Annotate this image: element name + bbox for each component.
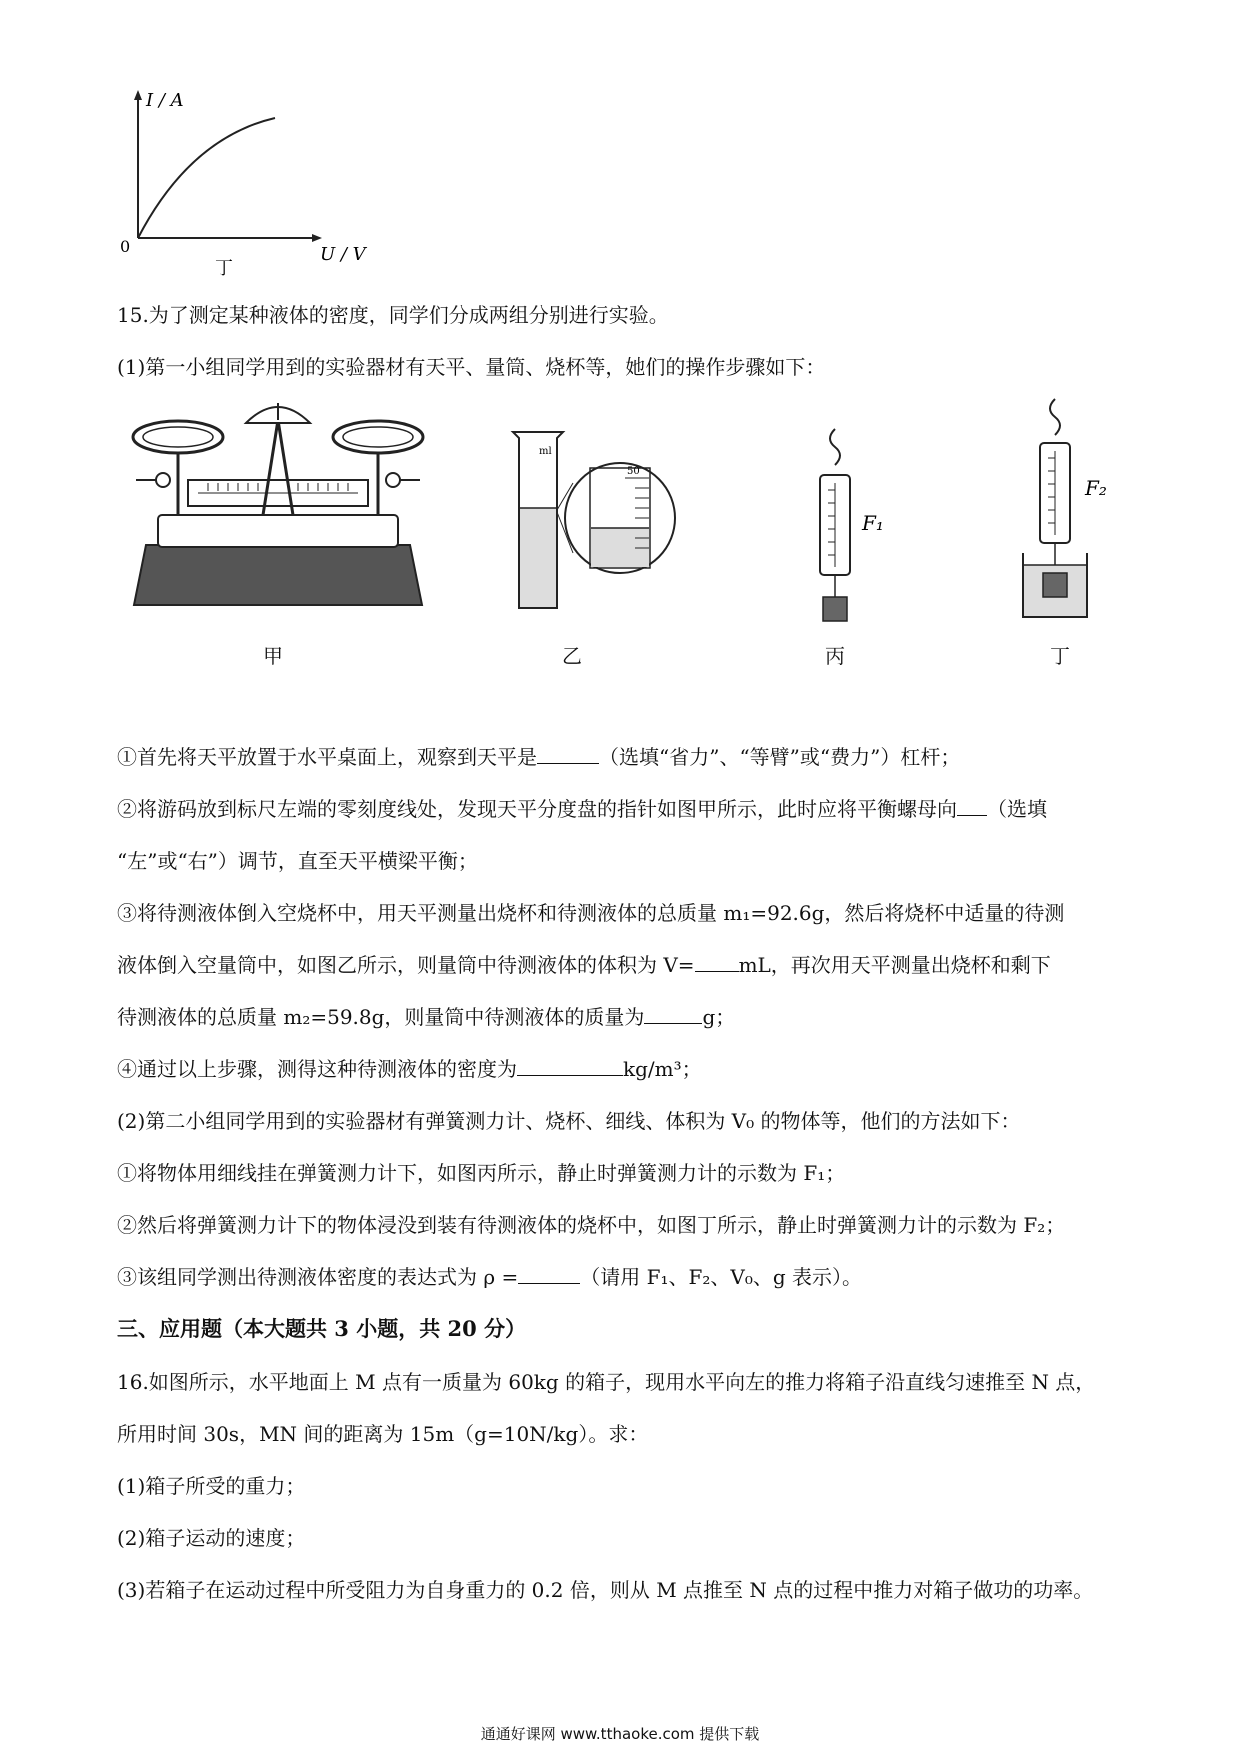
q15-intro: 15.为了测定某种液体的密度，同学们分成两组分别进行实验。 [117, 303, 669, 327]
q16-line2: 所用时间 30s，MN 间的距离为 15m（g=10N/kg）。求： [117, 1422, 649, 1446]
f2-label: F₂ [1085, 476, 1107, 500]
q15-part2-intro: (2)第二小组同学用到的实验器材有弹簧测力计、烧杯、细线、体积为 V₀ 的物体等，他们的方法如下： [117, 1109, 1021, 1133]
part2-step1: ①将物体用细线挂在弹簧测力计下，如图丙所示，静止时弹簧测力计的示数为 F₁； [117, 1161, 846, 1185]
figure-caption-bing: 丙 [825, 644, 845, 668]
step4: ④通过以上步骤，测得这种待测液体的密度为 kg/m³； [117, 1057, 702, 1081]
graph-caption: 丁 [215, 258, 233, 279]
q16-line1: 16.如图所示，水平地面上 M 点有一质量为 60kg 的箱子，现用水平向左的推力将箱子沿直线匀速推至 N 点， [117, 1370, 1096, 1394]
figure-caption-jia: 甲 [263, 644, 283, 668]
iu-graph [110, 88, 380, 288]
part2-step2: ②然后将弹簧测力计下的物体浸没到装有待测液体的烧杯中，如图丁所示，静止时弹簧测力计的示数为 F₂； [117, 1213, 1066, 1237]
step1: ①首先将天平放置于水平桌面上，观察到天平是 （选填“省力”、“等臂”或“费力”）杠杆； [117, 745, 961, 769]
cylinder-scale: 50 [627, 466, 640, 477]
q16-sub1: (1)箱子所受的重力； [117, 1474, 306, 1498]
balance-figure [128, 395, 428, 625]
y-axis-label: I / A [146, 90, 184, 111]
x-axis-label: U / V [320, 244, 366, 265]
figure-caption-ding: 丁 [1050, 644, 1070, 668]
cylinder-unit: ml [539, 446, 552, 457]
step3-line2: 液体倒入空量筒中，如图乙所示，则量筒中待测液体的体积为 V= mL，再次用天平测量出烧杯和剩下 [117, 953, 1051, 977]
origin-label: 0 [120, 237, 131, 256]
f1-label: F₁ [862, 511, 884, 535]
footer: 通通好课网 www.tthaoke.com 提供下载 [480, 1725, 760, 1743]
step2-line2: “左”或“右”）调节，直至天平横梁平衡； [117, 849, 478, 873]
figure-caption-yi: 乙 [562, 644, 582, 668]
spring-scale-figure-d [1015, 395, 1145, 630]
q16-sub2: (2)箱子运动的速度； [117, 1526, 306, 1550]
cylinder-figure [505, 428, 705, 623]
q16-sub3: (3)若箱子在运动过程中所受阻力为自身重力的 0.2 倍，则从 M 点推至 N 点的过程中推力对箱子做功的功率。 [117, 1578, 1094, 1602]
step3-line3: 待测液体的总质量 m₂=59.8g，则量筒中待测液体的质量为 g； [117, 1005, 736, 1029]
step3-line1: ③将待测液体倒入空烧杯中，用天平测量出烧杯和待测液体的总质量 m₁=92.6g，然后将烧杯中适量的待测 [117, 901, 1065, 925]
part2-step3: ③该组同学测出待测液体密度的表达式为 ρ = （请用 F₁、F₂、V₀、g 表示）。 [117, 1265, 863, 1289]
section3-title: 三、应用题（本大题共 3 小题，共 20 分） [117, 1316, 527, 1341]
spring-scale-figure-c [800, 425, 910, 630]
q15-part1-intro: (1)第一小组同学用到的实验器材有天平、量筒、烧杯等，她们的操作步骤如下： [117, 355, 826, 379]
step2: ②将游码放到标尺左端的零刻度线处，发现天平分度盘的指针如图甲所示，此时应将平衡螺母向 （选填 [117, 797, 1047, 821]
